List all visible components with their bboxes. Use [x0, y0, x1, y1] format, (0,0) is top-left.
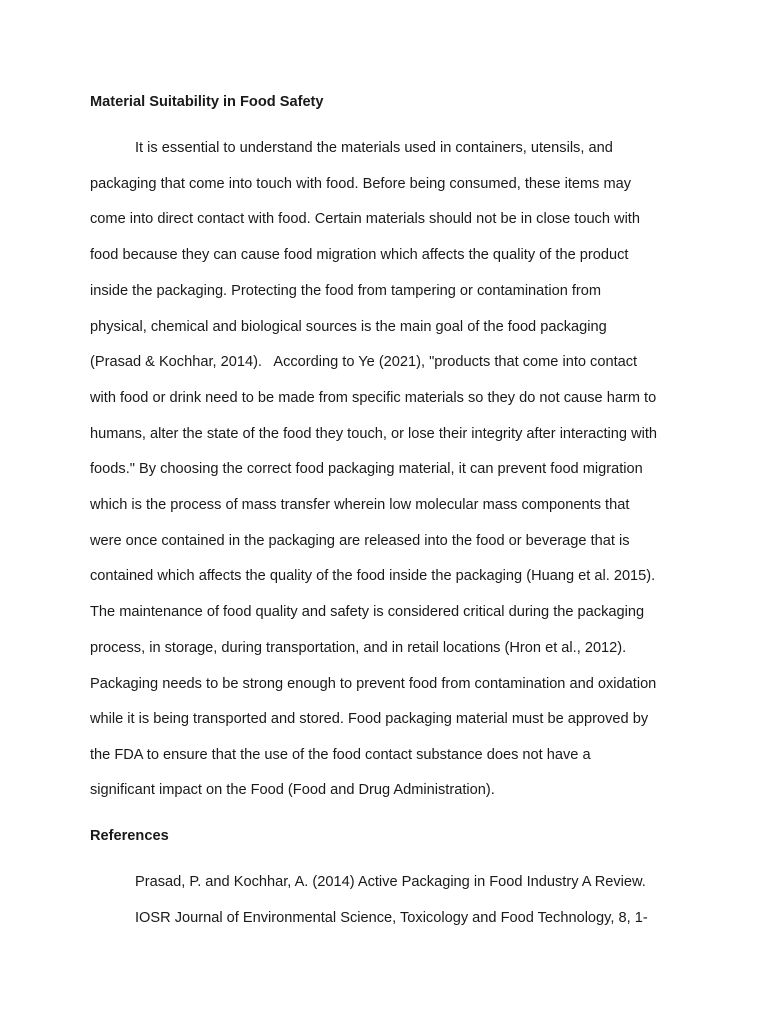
body-line: Packaging needs to be strong enough to prevent food from contamination and oxidation [90, 676, 657, 692]
body-line: (Prasad & Kochhar, 2014). According to Ye (2021), "products that come into contact [90, 354, 638, 370]
body-line: significant impact on the Food (Food and Drug Administration). [90, 782, 495, 798]
reference-line: IOSR Journal of Environmental Science, Toxicology and Food Technology, 8, 1- [135, 910, 648, 926]
body-line: humans, alter the state of the food they touch, or lose their integrity after interacting with [90, 426, 658, 442]
body-line: the FDA to ensure that the use of the food contact substance does not have a [90, 747, 591, 763]
body-line: were once contained in the packaging are released into the food or beverage that is [90, 533, 630, 549]
body-line: come into direct contact with food. Certain materials should not be in close touch with [90, 211, 640, 227]
references-heading: References [90, 828, 169, 844]
body-line: which is the process of mass transfer wherein low molecular mass components that [90, 497, 630, 513]
body-line: foods." By choosing the correct food packaging material, it can prevent food migration [90, 461, 643, 477]
body-line: contained which affects the quality of the food inside the packaging (Huang et al. 2015). [90, 568, 656, 584]
section-heading: Material Suitability in Food Safety [90, 94, 324, 110]
body-line: while it is being transported and stored. Food packaging material must be approved by [90, 711, 649, 727]
body-line: inside the packaging. Protecting the food from tampering or contamination from [90, 283, 602, 299]
body-line: with food or drink need to be made from specific materials so they do not cause harm to [90, 390, 657, 406]
body-line: It is essential to understand the materials used in containers, utensils, and [135, 140, 613, 156]
body-line: physical, chemical and biological sources is the main goal of the food packaging [90, 319, 607, 335]
body-line: food because they can cause food migration which affects the quality of the product [90, 247, 629, 263]
body-line: The maintenance of food quality and safety is considered critical during the packaging [90, 604, 645, 620]
body-line: process, in storage, during transportation, and in retail locations (Hron et al., 2012). [90, 640, 627, 656]
body-line: packaging that come into touch with food. Before being consumed, these items may [90, 176, 632, 192]
reference-line: Prasad, P. and Kochhar, A. (2014) Active Packaging in Food Industry A Review. [135, 874, 646, 890]
